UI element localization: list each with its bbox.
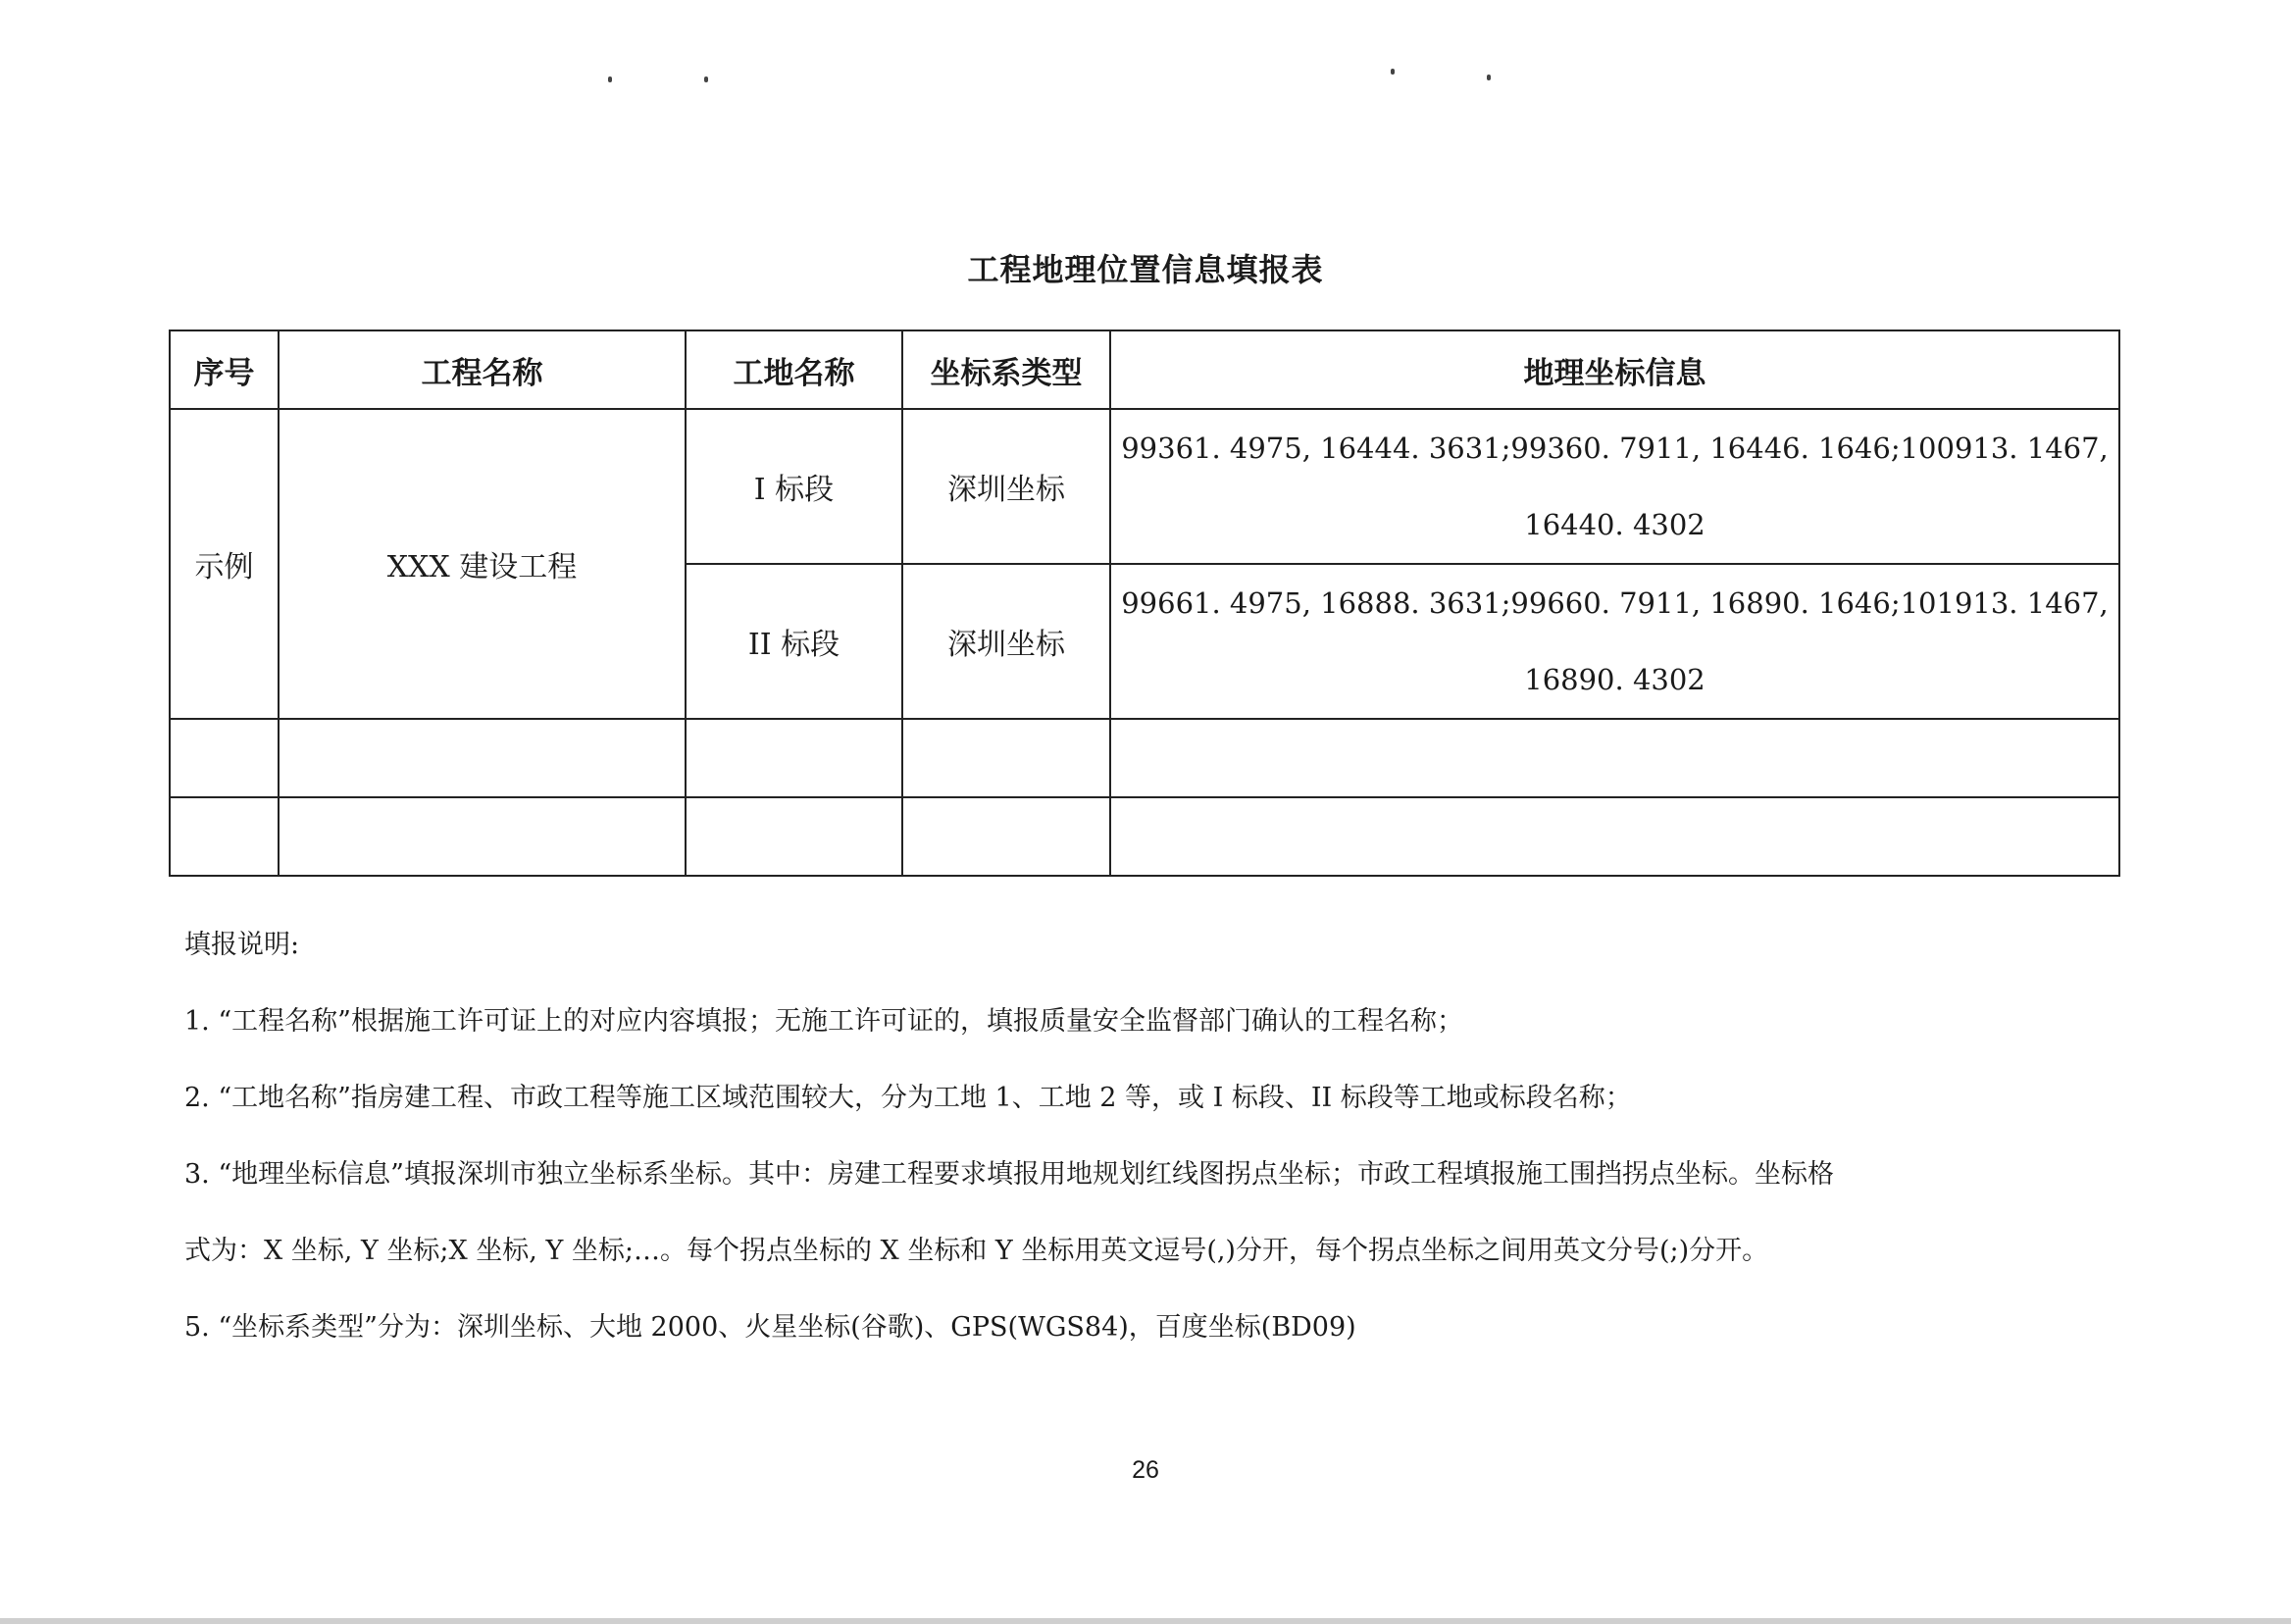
geo-info-table	[169, 330, 2120, 877]
page-number: 26	[1132, 1456, 1159, 1484]
empty-cell	[1110, 797, 2119, 876]
header-site-name: 工地名称	[686, 330, 902, 409]
instruction-item: 1. “工程名称”根据施工许可证上的对应内容填报；无施工许可证的，填报质量安全监督部门确认的工程名称；	[184, 1006, 1463, 1037]
empty-cell	[902, 719, 1110, 797]
page-title: 工程地理位置信息填报表	[967, 251, 1324, 288]
coords-cell: 99361. 4975, 16444. 3631;99360. 7911, 16446. 1646;100913. 1467, 16440. 4302	[1110, 409, 2119, 564]
coord-type-cell: 深圳坐标	[902, 409, 1110, 564]
instruction-item: 式为：X 坐标, Y 坐标;X 坐标, Y 坐标;…。每个拐点坐标的 X 坐标和 Y 坐标用英文逗号(,)分开，每个拐点坐标之间用英文分号(;)分开。	[184, 1236, 1769, 1266]
instruction-item: 2. “工地名称”指房建工程、市政工程等施工区域范围较大，分为工地 1、工地 2 等，或 I 标段、II 标段等工地或标段名称；	[184, 1083, 1632, 1113]
example-index-cell: 示例	[170, 409, 279, 719]
empty-cell	[902, 797, 1110, 876]
scan-edge	[0, 1618, 2291, 1624]
site-name-cell: II 标段	[686, 564, 902, 719]
table-row-empty	[170, 797, 2119, 876]
empty-cell	[170, 797, 279, 876]
instruction-item: 3. “地理坐标信息”填报深圳市独立坐标系坐标。其中：房建工程要求填报用地规划红线图拐点坐标；市政工程填报施工围挡拐点坐标。坐标格	[184, 1159, 1834, 1190]
instructions-heading: 填报说明:	[184, 930, 300, 960]
table-row	[170, 409, 2119, 564]
header-project-name: 工程名称	[279, 330, 686, 409]
header-coord-type: 坐标系类型	[902, 330, 1110, 409]
empty-cell	[279, 797, 686, 876]
header-geo-coords: 地理坐标信息	[1110, 330, 2119, 409]
instruction-item: 5. “坐标系类型”分为：深圳坐标、大地 2000、火星坐标(谷歌)、GPS(WGS84)，百度坐标(BD09)	[184, 1312, 1356, 1343]
coords-cell: 99661. 4975, 16888. 3631;99660. 7911, 16890. 1646;101913. 1467, 16890. 4302	[1110, 564, 2119, 719]
table-row-empty	[170, 719, 2119, 797]
coord-type-cell: 深圳坐标	[902, 564, 1110, 719]
empty-cell	[686, 797, 902, 876]
scan-speck	[1391, 69, 1395, 75]
empty-cell	[170, 719, 279, 797]
empty-cell	[279, 719, 686, 797]
table-header-row	[170, 330, 2119, 409]
site-name-cell: I 标段	[686, 409, 902, 564]
example-project-name-cell: XXX 建设工程	[279, 409, 686, 719]
scan-speck	[1487, 75, 1491, 80]
scan-speck	[704, 76, 708, 82]
empty-cell	[1110, 719, 2119, 797]
header-index: 序号	[170, 330, 279, 409]
scan-speck	[608, 76, 612, 82]
empty-cell	[686, 719, 902, 797]
filling-instructions	[184, 907, 2107, 1366]
